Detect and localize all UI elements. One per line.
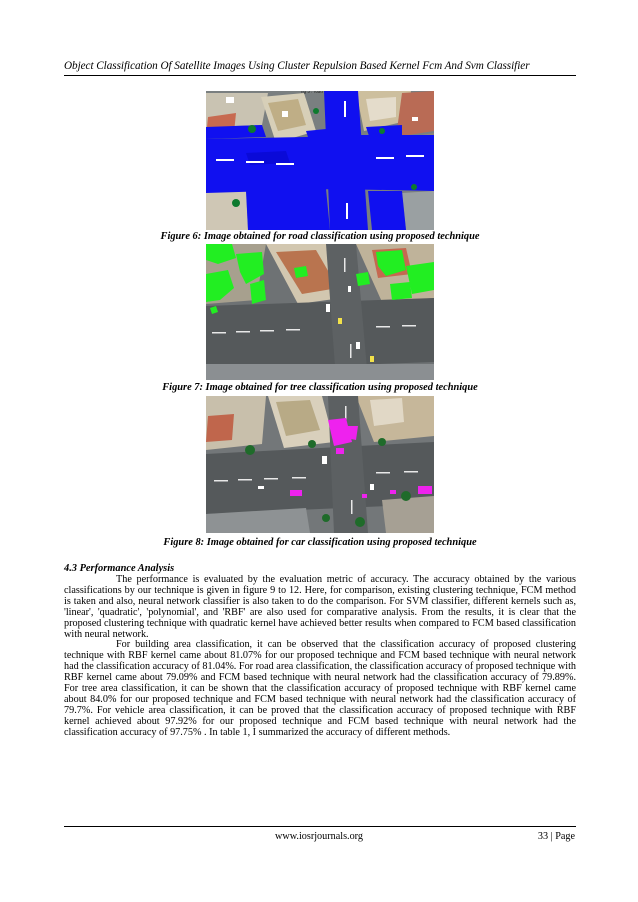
section-body	[64, 575, 576, 739]
page-number: 33 | Page	[537, 831, 575, 842]
running-header: Object Classification Of Satellite Images Using Cluster Repulsion Based Kernel Fcm And Svm Classifier	[64, 60, 530, 72]
car-classification-image	[206, 396, 434, 533]
header-rule	[64, 75, 576, 76]
figure-car-classification	[206, 396, 434, 533]
figure-7-caption: Figure 7: Image obtained for tree classification using proposed technique	[162, 382, 478, 393]
footer-rule	[64, 826, 576, 827]
tree-classification-image	[206, 244, 434, 380]
figure-road-classification	[206, 91, 434, 230]
figure-6-caption: Figure 6: Image obtained for road classification using proposed technique	[160, 231, 480, 242]
footer-url: www.iosrjournals.org	[274, 831, 363, 842]
road-classification-image	[206, 91, 434, 230]
section-heading: 4.3 Performance Analysis	[64, 563, 175, 574]
figure-overlay-label: fig 5 : road	[301, 91, 323, 94]
paragraph: For building area classification, it can be observed that the classification accuracy of proposed clustering technique with RBF kernel came about 81.07% for our proposed technique and FCM based technique with neural network had the classification accuracy of 81.04%. For road area classification, the classification accuracy of proposed technique with RBF kernel came about 79.09% and FCM based technique with neural network had the classification accuracy of 79.89%. For tree area classification, it can be shown that the classification accuracy of proposed technique with RBF kernel came about 84.0% for our proposed technique and FCM based technique with neural network had the classification accuracy of 79.7%. For vehicle area classification, it can be proved that the classification accuracy of proposed technique with RBF kernel achieved about 97.92% for our proposed technique and FCM based technique with neural network had the classification accuracy of 97.75% . In table 1, I summarized the accuracy of different methods.	[64, 639, 576, 738]
figure-tree-classification	[206, 244, 434, 380]
figure-8-caption: Figure 8: Image obtained for car classification using proposed technique	[163, 537, 477, 548]
paragraph: The performance is evaluated by the evaluation metric of accuracy. The accuracy obtained by the various classifications by our technique is given in figure 9 to 12. Here, for comparison, existing clustering technique, FCM method is taken and also, neural network classifier is also taken to do the comparison. For SVM classifier, different kernels such as, 'linear', 'quadratic', 'polynomial', and 'RBF' are also used for comparative analysis. From the results, it is clear that the proposed clustering technique with quadratic kernel have achieved better results when compared to FCM based classification with neural network.	[64, 574, 576, 640]
